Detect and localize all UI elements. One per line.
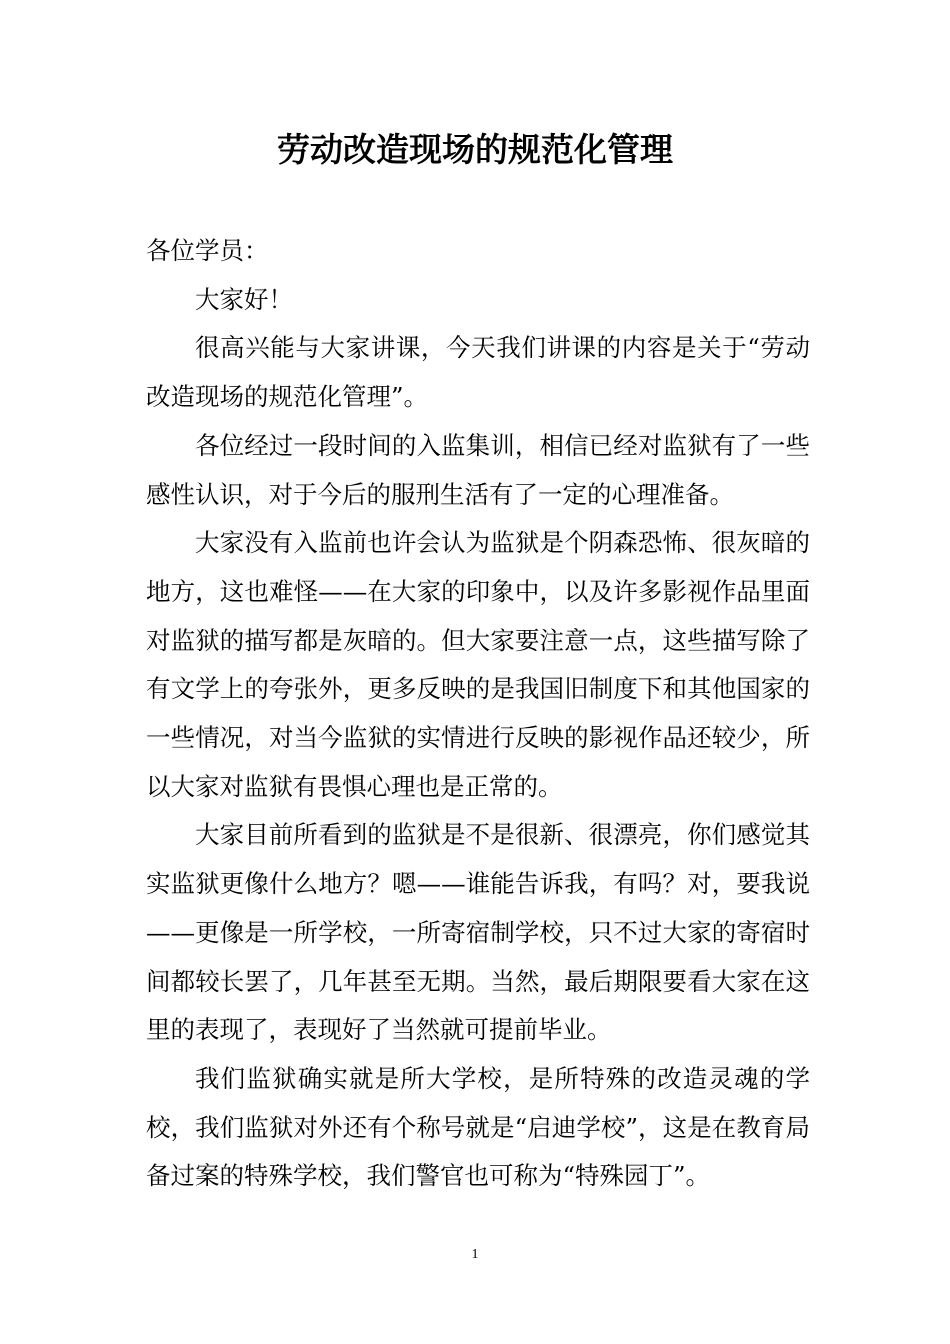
paragraph-school-analogy: 大家目前所看到的监狱是不是很新、很漂亮，你们感觉其实监狱更像什么地方？嗯——谁能告诉我，有吗？对，要我说——更像是一所学校，一所寄宿制学校，只不过大家的寄宿时间都较长罢了，几年甚至无期。当然，最后期限要看大家在这里的表现了，表现好了当然就可提前毕业。 [146,820,810,1045]
paragraph-intro: 很高兴能与大家讲课，今天我们讲课的内容是关于“劳动改造现场的规范化管理”。 [146,333,810,412]
paragraph-greeting: 大家好！ [195,284,293,314]
page-number: 1 [471,1247,479,1262]
paragraph-training: 各位经过一段时间的入监集训，相信已经对监狱有了一些感性认识，对于今后的服刑生活有了一定的心理准备。 [146,430,810,509]
paragraph-special-school: 我们监狱确实就是所大学校，是所特殊的改造灵魂的学校，我们监狱对外还有个称号就是“启迪学校”，这是在教育局备过案的特殊学校，我们警官也可称为“特殊园丁”。 [146,1063,810,1191]
document-title: 劳动改造现场的规范化管理 [277,130,673,169]
document-body [146,227,810,1201]
paragraph-impression: 大家没有入监前也许会认为监狱是个阴森恐怖、很灰暗的地方，这也难怪——在大家的印象中，以及许多影视作品里面对监狱的描写都是灰暗的。但大家要注意一点，这些描写除了有文学上的夸张外，更多反映的是我国旧制度下和其他国家的一些情况，对当今监狱的实情进行反映的影视作品还较少，所以大家对监狱有畏惧心理也是正常的。 [146,528,810,801]
salutation: 各位学员： [146,236,269,265]
